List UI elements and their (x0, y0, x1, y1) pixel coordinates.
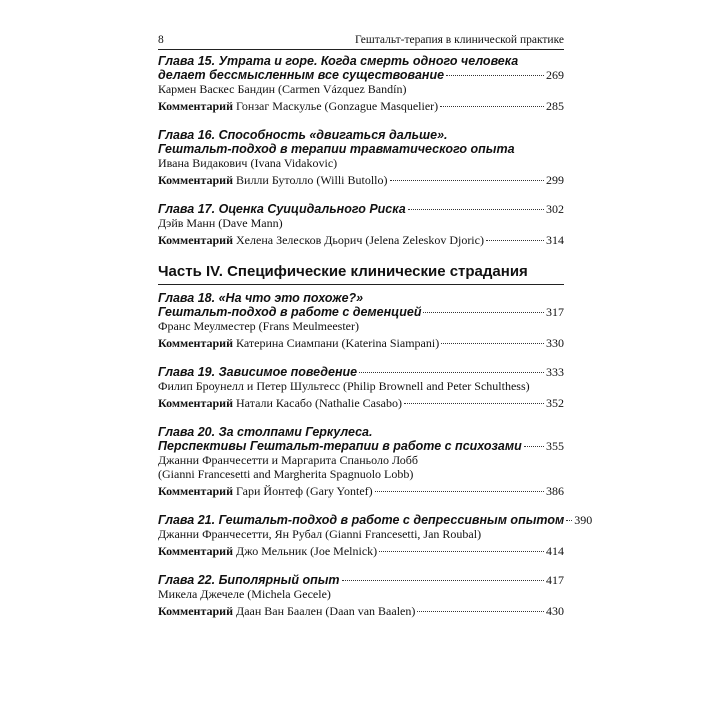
chapter-title-line (158, 513, 593, 527)
toc-entry (158, 128, 564, 187)
chapter-title (158, 573, 564, 587)
chapter-title (158, 202, 564, 216)
toc-entry (158, 202, 564, 247)
chapter-page-number: 390 (574, 513, 593, 527)
chapter-title-line (158, 54, 564, 68)
chapter-author: Франс Меулместер (Frans Meulmeester) (158, 319, 359, 333)
chapter-title-text: Гештальт-подход в работе с деменцией (158, 305, 422, 319)
commentary-label: Комментарий (158, 233, 234, 247)
dot-leader (566, 520, 572, 521)
commentary-author: Хелена Зелесков Дьорич (Jelena Zeleskov Djoric) (236, 233, 484, 247)
commentary-page-number: 352 (546, 396, 564, 410)
toc-entry (158, 513, 593, 558)
commentary-line (158, 173, 564, 187)
chapter-title (158, 291, 564, 319)
chapter-page-number: 355 (546, 439, 564, 453)
chapter-title (158, 365, 564, 379)
dot-leader (390, 180, 544, 181)
commentary-text (158, 173, 388, 187)
commentary-line (158, 396, 564, 410)
toc-chapters-part-iv (158, 291, 593, 618)
chapter-page-number: 333 (546, 365, 564, 379)
chapter-author: Джанни Франчесетти и Маргарита Спаньоло Лобб (158, 453, 418, 467)
dot-leader (375, 491, 544, 492)
running-head (158, 34, 564, 50)
commentary-label: Комментарий (158, 336, 234, 350)
chapter-author: Кармен Васкес Бандин (Carmen Vázquez Bandín) (158, 82, 407, 96)
commentary-label: Комментарий (158, 604, 234, 618)
commentary-line (158, 604, 564, 618)
toc-entry (158, 425, 564, 498)
toc-entry (158, 573, 564, 618)
commentary-text (158, 484, 373, 498)
chapter-title-text: Глава 15. Утрата и горе. Когда смерть одного человека (158, 54, 519, 68)
commentary-label: Комментарий (158, 484, 234, 498)
chapter-author: Филип Броунелл и Петер Шультесс (Philip Brownell and Peter Schulthess) (158, 379, 530, 393)
chapter-title-text: Перспективы Гештальт-терапии в работе с психозами (158, 439, 522, 453)
chapter-title-line (158, 128, 564, 142)
dot-leader (359, 372, 544, 373)
chapter-title-line (158, 573, 564, 587)
commentary-label: Комментарий (158, 173, 234, 187)
chapter-author: Джанни Франчесетти, Ян Рубал (Gianni Francesetti, Jan Roubal) (158, 527, 482, 541)
toc-chapters-part-iii (158, 54, 564, 247)
commentary-text (158, 544, 377, 558)
dot-leader (379, 551, 544, 552)
commentary-text (158, 336, 439, 350)
commentary-text (158, 396, 402, 410)
commentary-label: Комментарий (158, 99, 234, 113)
dot-leader (486, 240, 544, 241)
chapter-page-number: 417 (546, 573, 564, 587)
chapter-title-text: Глава 16. Способность «двигаться дальше». (158, 128, 448, 142)
commentary-page-number: 285 (546, 99, 564, 113)
chapter-title-text: Гештальт-подход в терапии травматического опыта (158, 142, 515, 156)
dot-leader (408, 209, 544, 210)
chapter-title-line (158, 365, 564, 379)
chapter-author: (Gianni Francesetti and Margherita Spagnuolo Lobb) (158, 467, 414, 481)
toc-page (158, 34, 593, 633)
part-heading: Часть IV. Специфические клинические страдания (158, 263, 564, 285)
commentary-page-number: 414 (546, 544, 564, 558)
commentary-author: Катерина Сиампани (Katerina Siampani) (236, 336, 440, 350)
chapter-title-text: Глава 22. Биполярный опыт (158, 573, 340, 587)
chapter-title-text: Глава 21. Гештальт-подход в работе с депрессивным опытом (158, 513, 565, 527)
dot-leader (441, 343, 544, 344)
dot-leader (423, 312, 544, 313)
running-title: Гештальт-терапия в клинической практике (355, 34, 564, 46)
commentary-author: Джо Мельник (Joe Melnick) (236, 544, 378, 558)
toc-entry (158, 365, 564, 410)
dot-leader (417, 611, 544, 612)
chapter-title-line (158, 291, 564, 305)
chapter-title-text: делает бессмысленным все существование (158, 68, 445, 82)
commentary-text (158, 233, 484, 247)
commentary-line (158, 336, 564, 350)
commentary-line (158, 484, 564, 498)
chapter-title-text: Глава 17. Оценка Суицидального Риска (158, 202, 406, 216)
chapter-title-line (158, 305, 564, 319)
chapter-title (158, 128, 564, 156)
dot-leader (446, 75, 544, 76)
chapter-title-text: Глава 20. За столпами Геркулеса. (158, 425, 373, 439)
commentary-author: Гари Йонтеф (Gary Yontef) (236, 484, 373, 498)
commentary-text (158, 99, 438, 113)
commentary-page-number: 299 (546, 173, 564, 187)
chapter-title (158, 513, 593, 527)
page-number: 8 (158, 34, 164, 46)
chapter-title-line (158, 425, 564, 439)
chapter-title-text: Глава 18. «На что это похоже?» (158, 291, 364, 305)
commentary-author: Даан Ван Баален (Daan van Baalen) (236, 604, 416, 618)
commentary-label: Комментарий (158, 396, 234, 410)
dot-leader (440, 106, 544, 107)
commentary-page-number: 330 (546, 336, 564, 350)
chapter-page-number: 302 (546, 202, 564, 216)
commentary-line (158, 544, 564, 558)
dot-leader (342, 580, 544, 581)
dot-leader (524, 446, 544, 447)
toc-entry (158, 291, 564, 350)
commentary-line (158, 233, 564, 247)
toc-entry (158, 54, 564, 113)
chapter-author: Ивана Видакович (Ivana Vidakovic) (158, 156, 338, 170)
commentary-label: Комментарий (158, 544, 234, 558)
commentary-page-number: 386 (546, 484, 564, 498)
commentary-author: Натали Касабо (Nathalie Casabo) (236, 396, 402, 410)
chapter-title-line (158, 142, 564, 156)
commentary-page-number: 314 (546, 233, 564, 247)
chapter-page-number: 269 (546, 68, 564, 82)
chapter-title-line (158, 68, 564, 82)
commentary-author: Вилли Бутолло (Willi Butollo) (236, 173, 388, 187)
chapter-title (158, 425, 564, 453)
chapter-author: Дэйв Манн (Dave Mann) (158, 216, 283, 230)
chapter-page-number: 317 (546, 305, 564, 319)
dot-leader (404, 403, 544, 404)
chapter-title-line (158, 202, 564, 216)
chapter-author: Микела Джечеле (Michela Gecele) (158, 587, 331, 601)
chapter-title-text: Глава 19. Зависимое поведение (158, 365, 358, 379)
commentary-page-number: 430 (546, 604, 564, 618)
chapter-title (158, 54, 564, 82)
commentary-line (158, 99, 564, 113)
commentary-text (158, 604, 415, 618)
chapter-title-line (158, 439, 564, 453)
commentary-author: Гонзаг Маскулье (Gonzague Masquelier) (236, 99, 439, 113)
